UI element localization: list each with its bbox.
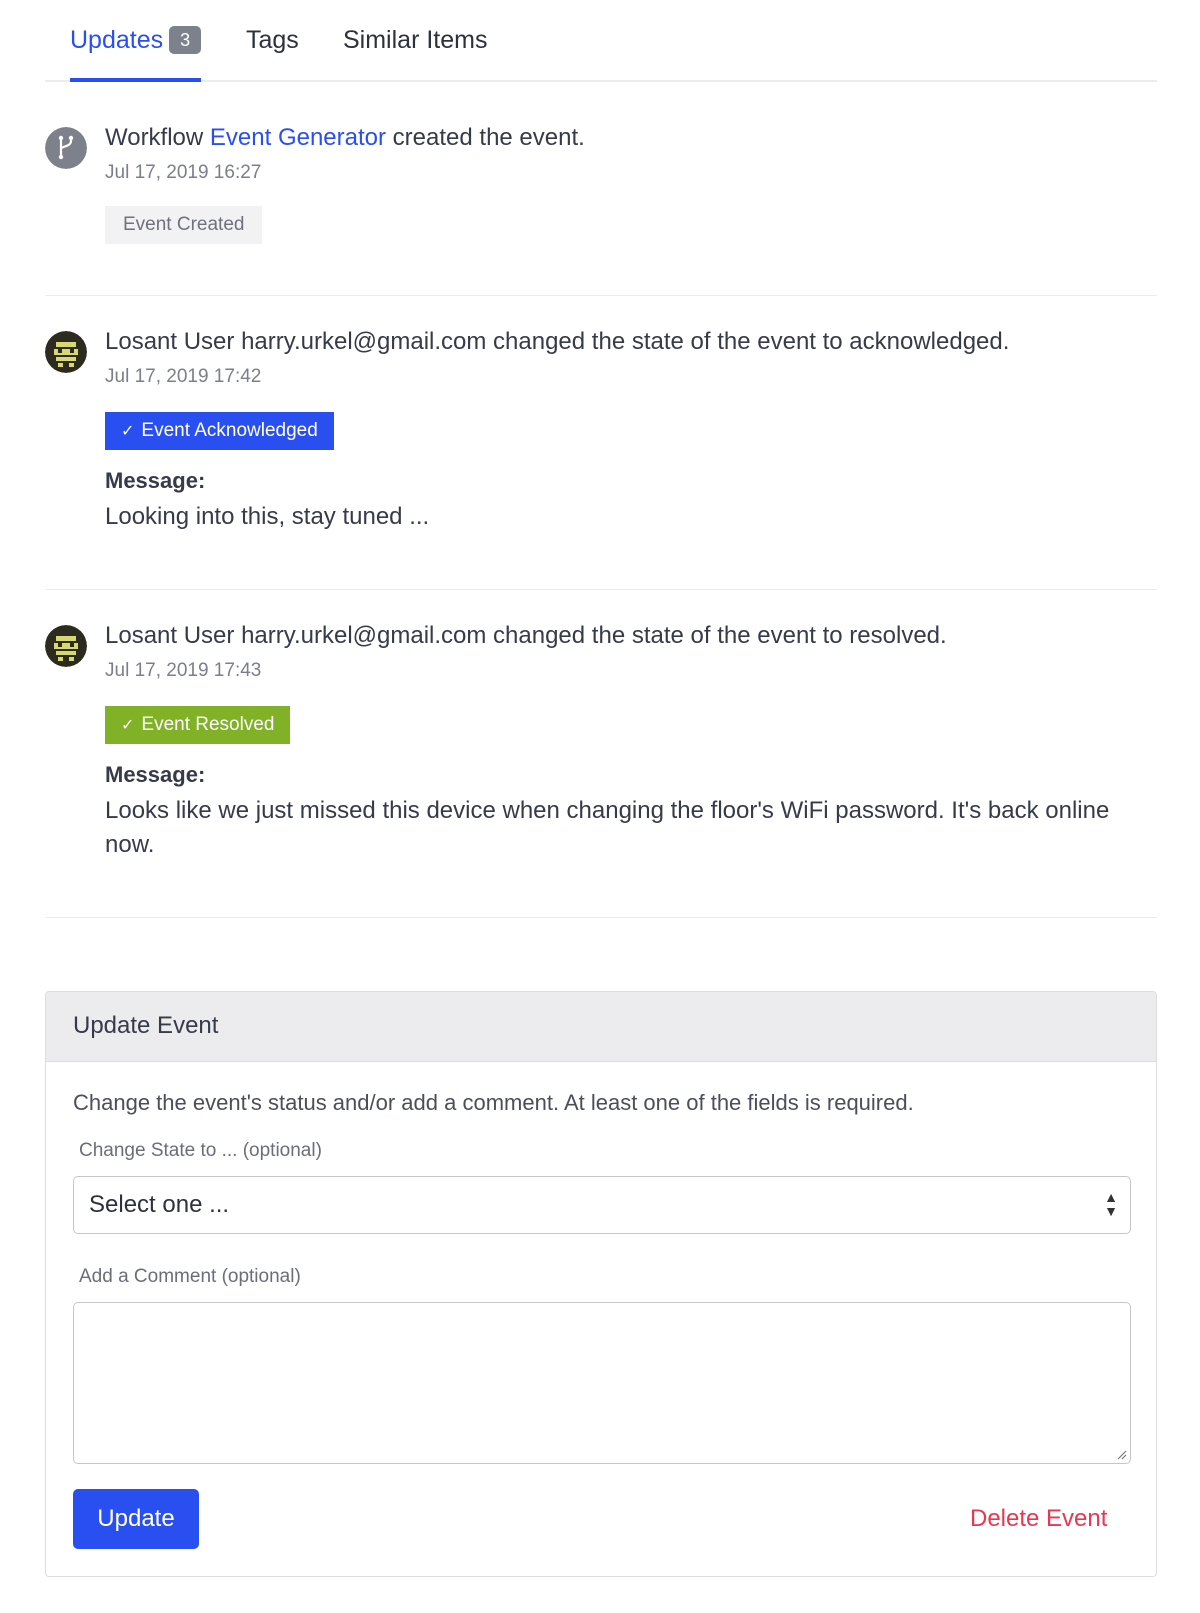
comment-field-label: Add a Comment (optional) [79, 1266, 301, 1287]
update-text: Losant User harry.urkel@gmail.com changed the state of the event to resolved. [105, 622, 947, 649]
workflow-avatar-icon [45, 127, 87, 169]
tab-tags[interactable] [246, 26, 299, 82]
update-event-panel [45, 991, 1157, 1577]
update-button[interactable]: Update [73, 1489, 199, 1549]
status-badge: ✓ Event Acknowledged [105, 412, 334, 450]
status-badge: Event Created [105, 206, 262, 244]
tab-similar-items[interactable] [343, 26, 487, 82]
resize-grip-icon[interactable] [1115, 1448, 1127, 1460]
delete-event-button[interactable]: Delete Event [970, 1505, 1108, 1532]
tab-updates-label: Updates [70, 26, 164, 54]
tab-updates-count: 3 [169, 26, 201, 54]
panel-title: Update Event [46, 992, 1156, 1062]
message-body: Looks like we just missed this device when changing the floor's WiFi password. It's back online now. [105, 797, 1110, 858]
panel-description: Change the event's status and/or add a comment. At least one of the fields is required. [73, 1090, 914, 1115]
user-avatar [45, 331, 87, 373]
update-item [45, 296, 1157, 590]
update-timestamp: Jul 17, 2019 17:43 [105, 660, 262, 681]
state-select[interactable] [73, 1176, 1131, 1234]
update-item [45, 590, 1157, 918]
comment-textarea[interactable] [73, 1302, 1131, 1464]
message-body: Looking into this, stay tuned ... [105, 503, 430, 530]
state-field-label: Change State to ... (optional) [79, 1140, 322, 1161]
message-label: Message: [105, 762, 206, 787]
tab-tags-label: Tags [246, 26, 299, 54]
workflow-link[interactable]: Event Generator [209, 124, 387, 151]
tab-bar [45, 0, 1157, 82]
user-avatar [45, 625, 87, 667]
state-select-value: Select one ... [89, 1191, 230, 1218]
tab-similar-items-label: Similar Items [343, 26, 488, 54]
select-arrows-icon: ▲ ▼ [1104, 1189, 1118, 1219]
update-item [45, 110, 1157, 296]
update-text: Losant User harry.urkel@gmail.com changed the state of the event to acknowledged. [105, 328, 1010, 355]
check-icon: ✓ [121, 717, 135, 734]
update-timestamp: Jul 17, 2019 17:42 [105, 366, 262, 387]
status-badge: ✓ Event Resolved [105, 706, 290, 744]
check-icon: ✓ [121, 423, 135, 440]
tab-updates[interactable] [70, 26, 201, 82]
message-label: Message: [105, 468, 206, 493]
update-timestamp: Jul 17, 2019 16:27 [105, 162, 262, 183]
update-text: Workflow Event Generator created the event. [105, 124, 585, 151]
